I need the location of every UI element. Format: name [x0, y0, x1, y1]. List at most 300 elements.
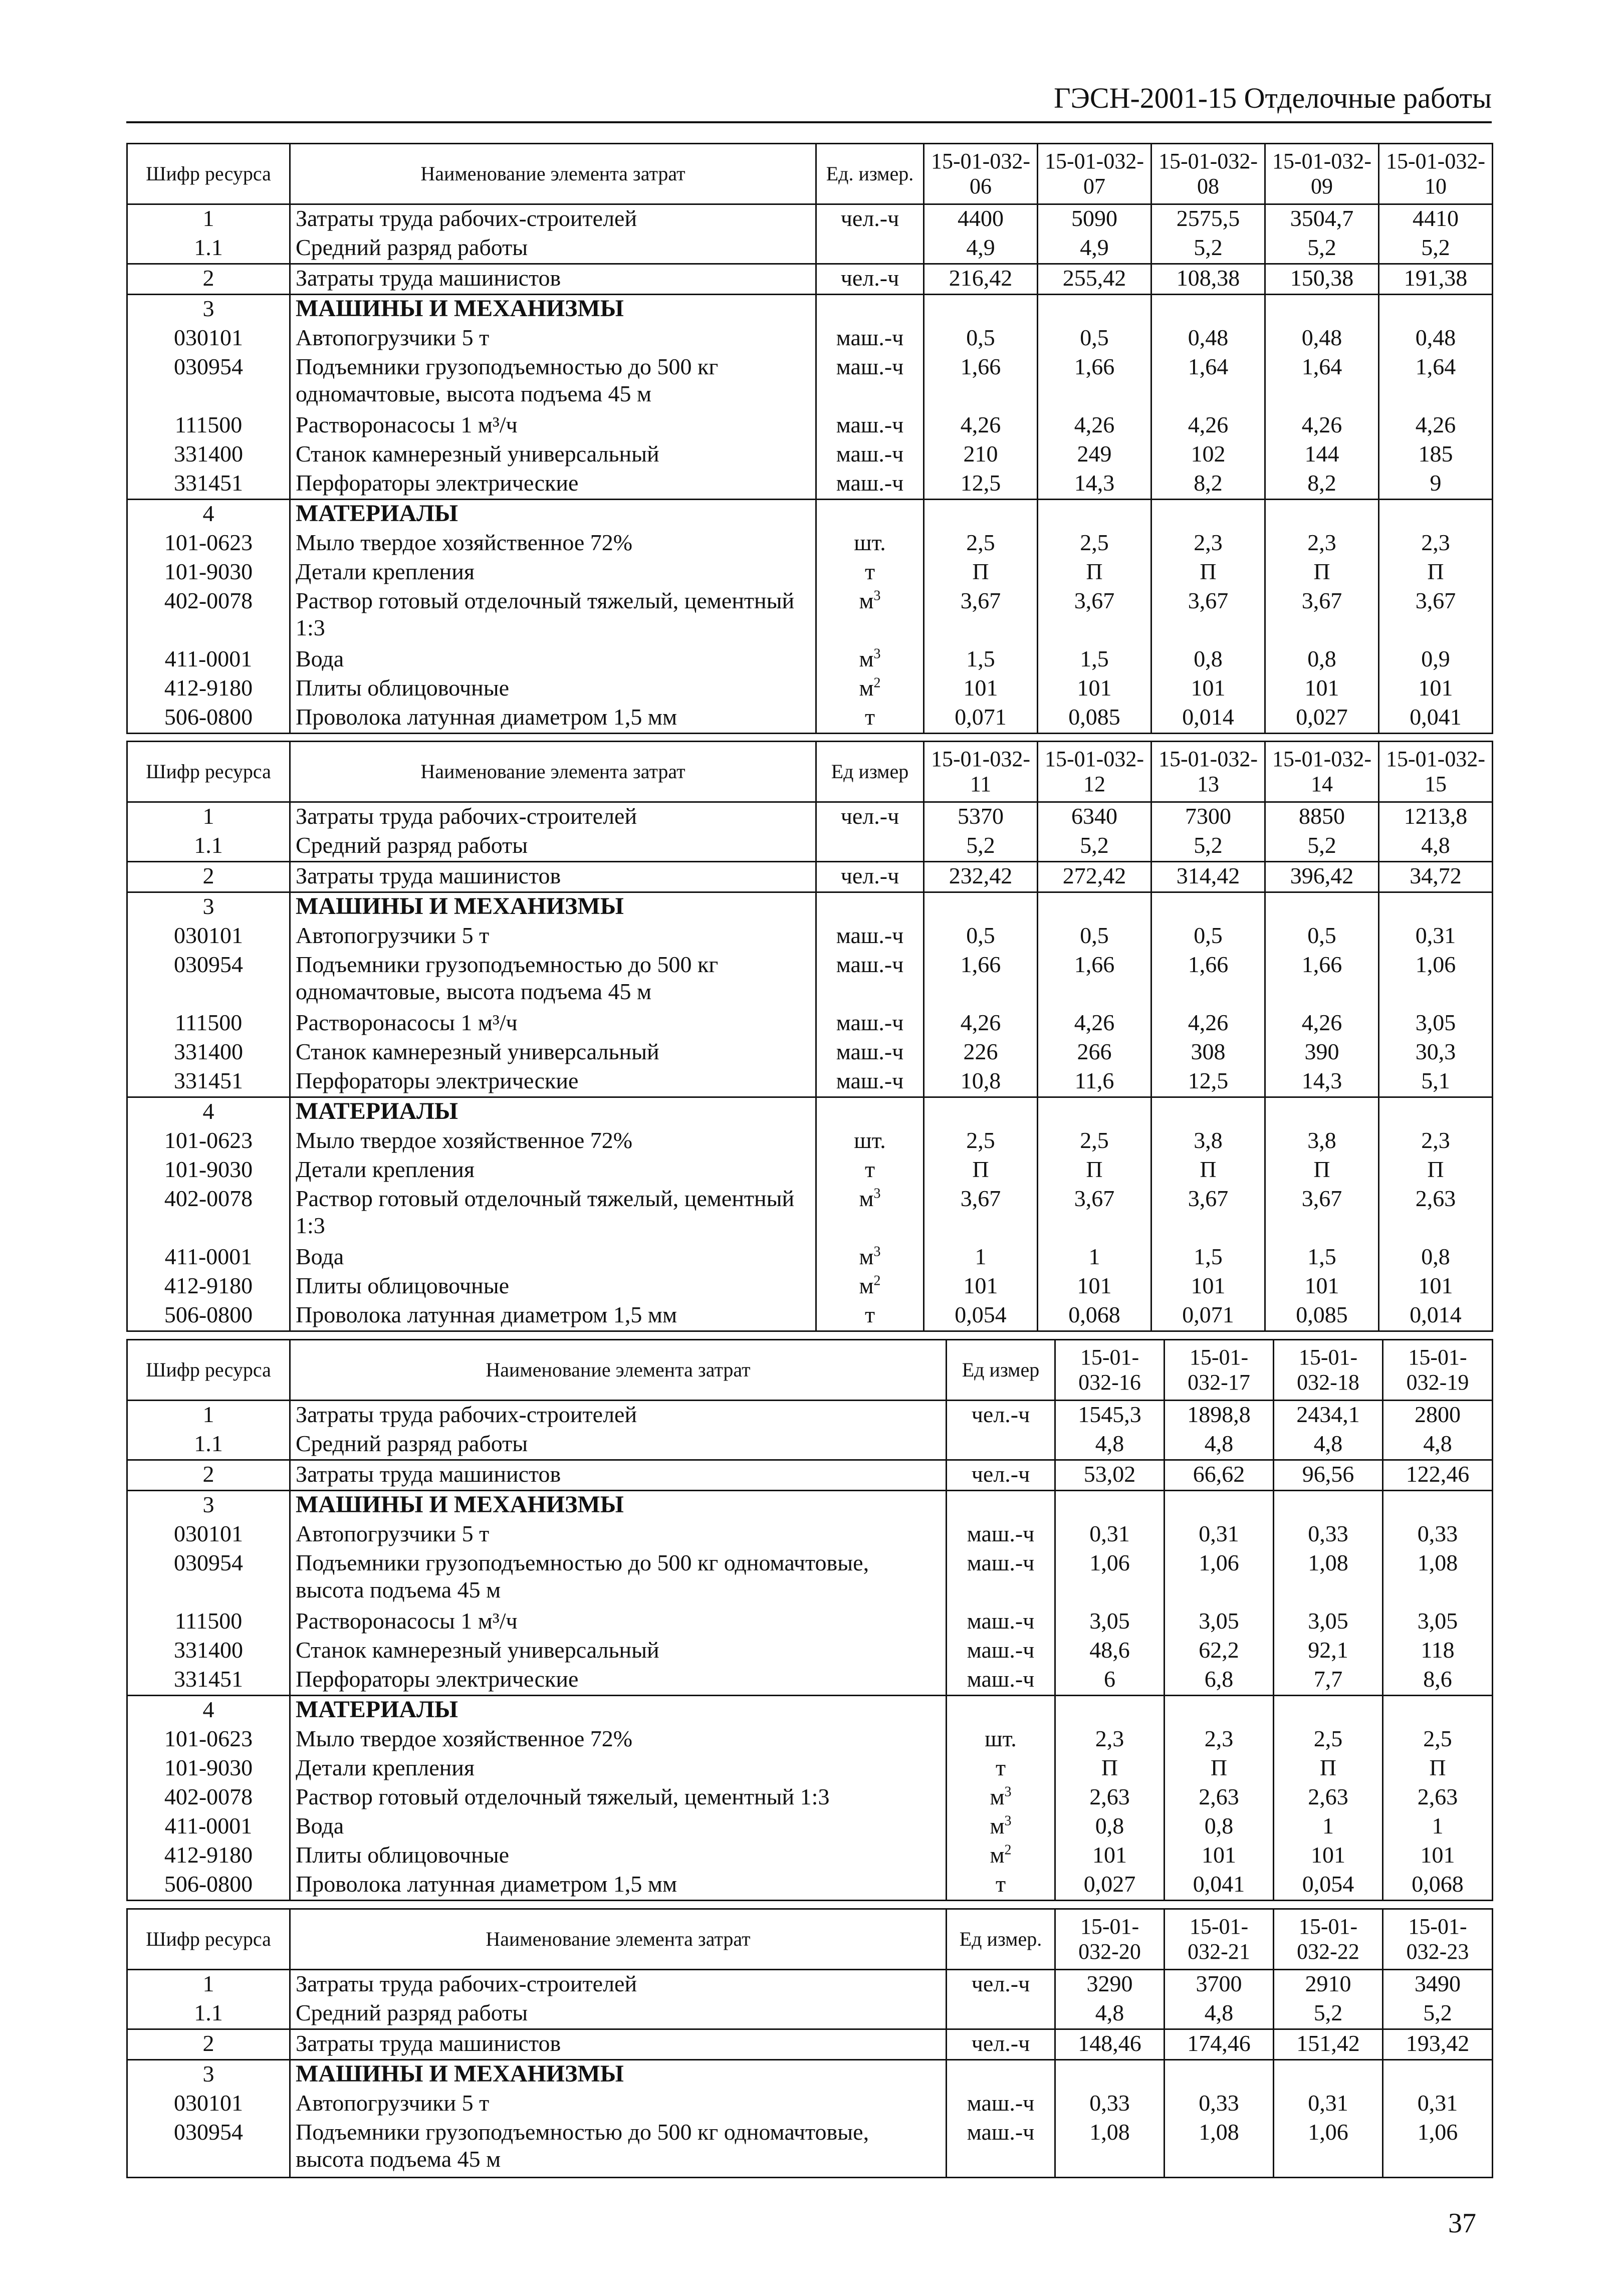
value-cell	[1265, 892, 1379, 923]
value-cell: 101	[1055, 1842, 1165, 1871]
table-row	[127, 1783, 1493, 1812]
value-cell: 3,67	[1151, 587, 1265, 645]
cost-element-cell: Автопогрузчики 5 т	[290, 324, 816, 353]
unit-cell: чел.-ч	[947, 1460, 1055, 1491]
cost-element-cell: Затраты труда машинистов	[290, 862, 816, 892]
table-row	[127, 645, 1493, 674]
resource-code-cell: 2	[127, 264, 290, 295]
value-cell: 4,26	[1379, 411, 1493, 440]
value-cell: 5090	[1038, 204, 1151, 235]
value-cell: 101	[1383, 1842, 1493, 1871]
value-cell: 5,2	[1379, 234, 1493, 264]
value-cell	[1379, 1097, 1493, 1127]
unit-cell: $м^3$	[947, 1783, 1055, 1812]
resource-code-cell: 411-0001	[127, 1812, 290, 1842]
page-number: 37	[1448, 2208, 1476, 2239]
value-cell: 3,67	[924, 587, 1038, 645]
value-cell: 4,8	[1379, 832, 1493, 862]
value-cell: 1,64	[1265, 353, 1379, 411]
header-cost-element: Наименование элемента затрат	[290, 144, 816, 204]
value-cell	[1165, 2060, 1274, 2090]
table-row	[127, 1754, 1493, 1783]
value-cell: 2,63	[1379, 1185, 1493, 1243]
cost-element-cell: Плиты облицовочные	[290, 1272, 816, 1301]
cost-element-cell: Детали крепления	[290, 1754, 947, 1783]
value-cell: 1,5	[1038, 645, 1151, 674]
value-cell: 12,5	[1151, 1067, 1265, 1097]
cost-element-cell: Автопогрузчики 5 т	[290, 1520, 947, 1549]
value-cell: 0,5	[924, 324, 1038, 353]
header-norm-code: 15-01-032-23	[1383, 1909, 1493, 1970]
value-cell: 3,8	[1265, 1127, 1379, 1156]
value-cell	[1165, 1696, 1274, 1726]
table-row	[127, 1430, 1493, 1460]
header-norm-code: 15-01-032-20	[1055, 1909, 1165, 1970]
value-cell: 1,66	[1038, 951, 1151, 1009]
value-cell	[1151, 500, 1265, 530]
value-cell: 6340	[1038, 802, 1151, 832]
cost-element-cell: Проволока латунная диаметром 1,5 мм	[290, 1301, 816, 1331]
table-row	[127, 862, 1493, 892]
table-row	[127, 922, 1493, 951]
unit-cell	[947, 1999, 1055, 2029]
value-cell: 4,26	[924, 411, 1038, 440]
table-row	[127, 704, 1493, 734]
value-cell: П	[1274, 1754, 1383, 1783]
value-cell: 0,8	[1265, 645, 1379, 674]
value-cell: 0,33	[1383, 1520, 1493, 1549]
resource-code-cell: 4	[127, 1696, 290, 1726]
value-cell: 5,2	[1151, 234, 1265, 264]
cost-element-cell: Плиты облицовочные	[290, 674, 816, 704]
value-cell	[1151, 892, 1265, 923]
header-resource-code: Шифр ресурса	[127, 1909, 290, 1970]
value-cell: 5,2	[1265, 234, 1379, 264]
value-cell: 4,8	[1383, 1430, 1493, 1460]
value-cell: 4,26	[1151, 1009, 1265, 1038]
table-row	[127, 1243, 1493, 1272]
value-cell: 2,3	[1379, 1127, 1493, 1156]
value-cell: 2,3	[1055, 1725, 1165, 1754]
value-cell: 1,06	[1055, 1549, 1165, 1608]
value-cell: 0,027	[1055, 1871, 1165, 1901]
unit-cell	[816, 500, 924, 530]
value-cell	[1383, 1696, 1493, 1726]
value-cell: 1	[1038, 1243, 1151, 1272]
cost-element-cell: Раствор готовый отделочный тяжелый, цементный 1:3	[290, 1783, 947, 1812]
cost-element-cell: Станок камнерезный универсальный	[290, 1637, 947, 1666]
header-norm-code: 15-01-032-19	[1383, 1340, 1493, 1401]
resource-code-cell: 2	[127, 2029, 290, 2060]
value-cell: 308	[1151, 1038, 1265, 1067]
header-norm-code: 15-01-032-11	[924, 742, 1038, 802]
table-header-row	[127, 742, 1493, 802]
cost-element-cell: Станок камнерезный универсальный	[290, 440, 816, 470]
value-cell: 193,42	[1383, 2029, 1493, 2060]
value-cell: 2,3	[1165, 1725, 1274, 1754]
value-cell: 5,2	[1274, 1999, 1383, 2029]
value-cell: П	[1038, 1156, 1151, 1185]
table-row	[127, 1520, 1493, 1549]
value-cell: 66,62	[1165, 1460, 1274, 1491]
cost-element-cell: Подъемники грузоподъемностью до 500 кг одномачтовые, высота подъема 45 м	[290, 951, 816, 1009]
value-cell: 0,5	[1038, 922, 1151, 951]
unit-cell: т	[816, 1156, 924, 1185]
cost-element-cell: Вода	[290, 1812, 947, 1842]
unit-cell: маш.-ч	[947, 1637, 1055, 1666]
unit-cell: чел.-ч	[947, 1401, 1055, 1431]
value-cell: 2434,1	[1274, 1401, 1383, 1431]
value-cell: 3,05	[1165, 1608, 1274, 1637]
header-norm-code: 15-01-032-10	[1379, 144, 1493, 204]
value-cell: 101	[1038, 674, 1151, 704]
value-cell: 0,014	[1151, 704, 1265, 734]
value-cell: 1,5	[1265, 1243, 1379, 1272]
header-cost-element: Наименование элемента затрат	[290, 1340, 947, 1401]
table-row	[127, 802, 1493, 832]
resource-code-cell: 3	[127, 1491, 290, 1521]
unit-cell: маш.-ч	[947, 1666, 1055, 1696]
resource-table-2	[126, 741, 1493, 1332]
value-cell: 9	[1379, 470, 1493, 500]
value-cell	[1265, 295, 1379, 325]
value-cell: 3700	[1165, 1970, 1274, 2000]
unit-cell: т	[816, 558, 924, 587]
value-cell: 0,9	[1379, 645, 1493, 674]
table-row	[127, 1272, 1493, 1301]
value-cell: 0,31	[1274, 2090, 1383, 2119]
cost-element-cell: Мыло твердое хозяйственное 72%	[290, 1127, 816, 1156]
value-cell: 2,3	[1265, 529, 1379, 558]
table-row	[127, 951, 1493, 1009]
value-cell: 3,67	[1151, 1185, 1265, 1243]
resource-code-cell: 506-0800	[127, 1871, 290, 1901]
resource-table-3	[126, 1339, 1493, 1901]
unit-cell: маш.-ч	[816, 411, 924, 440]
value-cell: 102	[1151, 440, 1265, 470]
header-cost-element: Наименование элемента затрат	[290, 742, 816, 802]
header-unit: Ед измер	[816, 742, 924, 802]
value-cell	[1165, 1491, 1274, 1521]
value-cell	[1055, 1491, 1165, 1521]
value-cell: 210	[924, 440, 1038, 470]
value-cell: 8,2	[1151, 470, 1265, 500]
resource-code-cell: 101-9030	[127, 1754, 290, 1783]
table-row	[127, 1127, 1493, 1156]
resource-code-cell: 402-0078	[127, 1783, 290, 1812]
unit-cell: шт.	[816, 529, 924, 558]
table-row	[127, 1460, 1493, 1491]
table-row	[127, 2029, 1493, 2060]
value-cell: 1898,8	[1165, 1401, 1274, 1431]
value-cell: 2,5	[924, 1127, 1038, 1156]
unit-cell: $м^3$	[816, 645, 924, 674]
value-cell	[1383, 2060, 1493, 2090]
value-cell: 53,02	[1055, 1460, 1165, 1491]
value-cell: 7,7	[1274, 1666, 1383, 1696]
value-cell: 4400	[924, 204, 1038, 235]
resource-code-cell: 331451	[127, 1067, 290, 1097]
table-row	[127, 892, 1493, 923]
table-row	[127, 324, 1493, 353]
unit-cell: $м^2$	[816, 1272, 924, 1301]
table-row	[127, 1491, 1493, 1521]
value-cell: 4,8	[1274, 1430, 1383, 1460]
table-row	[127, 2090, 1493, 2119]
value-cell: 150,38	[1265, 264, 1379, 295]
value-cell: 0,31	[1379, 922, 1493, 951]
header-norm-code: 15-01-032-17	[1165, 1340, 1274, 1401]
value-cell: 0,33	[1274, 1520, 1383, 1549]
unit-cell	[947, 1696, 1055, 1726]
unit-cell: т	[947, 1871, 1055, 1901]
resource-table-4	[126, 1908, 1493, 2178]
table-row	[127, 1156, 1493, 1185]
resource-code-cell: 331400	[127, 440, 290, 470]
cost-element-cell: Растворонасосы 1 м³/ч	[290, 411, 816, 440]
value-cell: П	[1038, 558, 1151, 587]
value-cell: 12,5	[924, 470, 1038, 500]
unit-cell: маш.-ч	[816, 1038, 924, 1067]
value-cell: 0,041	[1165, 1871, 1274, 1901]
value-cell: 0,33	[1165, 2090, 1274, 2119]
unit-cell: маш.-ч	[816, 324, 924, 353]
resource-code-cell: 411-0001	[127, 645, 290, 674]
value-cell: 122,46	[1383, 1460, 1493, 1491]
value-cell: 2,63	[1165, 1783, 1274, 1812]
value-cell: 1,08	[1274, 1549, 1383, 1608]
value-cell: 174,46	[1165, 2029, 1274, 2060]
resource-code-cell: 030101	[127, 2090, 290, 2119]
table-row	[127, 1608, 1493, 1637]
cost-element-cell: МАШИНЫ И МЕХАНИЗМЫ	[290, 1491, 947, 1521]
value-cell: П	[1165, 1754, 1274, 1783]
value-cell: 151,42	[1274, 2029, 1383, 2060]
cost-element-cell: Мыло твердое хозяйственное 72%	[290, 529, 816, 558]
header-title: ГЭСН-2001-15 Отделочные работы	[1054, 82, 1492, 114]
value-cell: 3,67	[1265, 1185, 1379, 1243]
value-cell: П	[924, 558, 1038, 587]
resource-code-cell: 1	[127, 1970, 290, 2000]
value-cell	[1038, 892, 1151, 923]
cost-element-cell: Раствор готовый отделочный тяжелый, цементный 1:3	[290, 1185, 816, 1243]
cost-element-cell: МАШИНЫ И МЕХАНИЗМЫ	[290, 295, 816, 325]
table-row	[127, 1871, 1493, 1901]
value-cell: 4,8	[1055, 1999, 1165, 2029]
value-cell	[1151, 1097, 1265, 1127]
value-cell: П	[1055, 1754, 1165, 1783]
unit-cell: т	[816, 1301, 924, 1331]
table-row	[127, 558, 1493, 587]
resource-code-cell: 1	[127, 1401, 290, 1431]
value-cell: 2,5	[1038, 529, 1151, 558]
value-cell: 191,38	[1379, 264, 1493, 295]
header-norm-code: 15-01-032-12	[1038, 742, 1151, 802]
value-cell: 4,9	[924, 234, 1038, 264]
value-cell: 34,72	[1379, 862, 1493, 892]
resource-code-cell: 111500	[127, 1009, 290, 1038]
value-cell: 101	[1265, 674, 1379, 704]
unit-cell: $м^3$	[816, 1243, 924, 1272]
resource-code-cell: 111500	[127, 411, 290, 440]
header-norm-code: 15-01-032-07	[1038, 144, 1151, 204]
value-cell: 1,06	[1383, 2119, 1493, 2178]
cost-element-cell: Подъемники грузоподъемностью до 500 кг одномачтовые, высота подъема 45 м	[290, 1549, 947, 1608]
unit-cell: $м^3$	[947, 1812, 1055, 1842]
value-cell: 8850	[1265, 802, 1379, 832]
value-cell: 2,3	[1151, 529, 1265, 558]
value-cell: 5,2	[1151, 832, 1265, 862]
cost-element-cell: Детали крепления	[290, 558, 816, 587]
value-cell: 0,8	[1379, 1243, 1493, 1272]
value-cell: 0,8	[1055, 1812, 1165, 1842]
value-cell: 144	[1265, 440, 1379, 470]
value-cell: 7300	[1151, 802, 1265, 832]
resource-code-cell: 4	[127, 500, 290, 530]
table-row	[127, 1038, 1493, 1067]
value-cell: 0,5	[1265, 922, 1379, 951]
value-cell: П	[924, 1156, 1038, 1185]
value-cell	[924, 500, 1038, 530]
value-cell: 3,05	[1379, 1009, 1493, 1038]
cost-element-cell: Перфораторы электрические	[290, 470, 816, 500]
unit-cell	[947, 1430, 1055, 1460]
value-cell: 2,5	[1383, 1725, 1493, 1754]
resource-code-cell: 101-0623	[127, 529, 290, 558]
cost-element-cell: Средний разряд работы	[290, 1430, 947, 1460]
cost-element-cell: Средний разряд работы	[290, 832, 816, 862]
header-norm-code: 15-01-032-06	[924, 144, 1038, 204]
cost-element-cell: Автопогрузчики 5 т	[290, 2090, 947, 2119]
value-cell: 272,42	[1038, 862, 1151, 892]
value-cell: 101	[1274, 1842, 1383, 1871]
value-cell: 6	[1055, 1666, 1165, 1696]
table-header-row	[127, 1340, 1493, 1401]
table-row	[127, 440, 1493, 470]
value-cell: 1,06	[1165, 1549, 1274, 1608]
value-cell: 101	[924, 674, 1038, 704]
value-cell: 62,2	[1165, 1637, 1274, 1666]
resource-code-cell: 030101	[127, 324, 290, 353]
value-cell: 4,26	[1038, 1009, 1151, 1038]
resource-code-cell: 331400	[127, 1038, 290, 1067]
table-row	[127, 1185, 1493, 1243]
cost-element-cell: МАШИНЫ И МЕХАНИЗМЫ	[290, 892, 816, 923]
value-cell: 1,66	[1265, 951, 1379, 1009]
value-cell: 0,027	[1265, 704, 1379, 734]
unit-cell: маш.-ч	[947, 2090, 1055, 2119]
value-cell: 1,64	[1379, 353, 1493, 411]
unit-cell	[816, 1097, 924, 1127]
value-cell: 0,48	[1379, 324, 1493, 353]
value-cell: 5,2	[1038, 832, 1151, 862]
value-cell: 0,8	[1165, 1812, 1274, 1842]
value-cell: 1,06	[1274, 2119, 1383, 2178]
resource-code-cell: 030954	[127, 2119, 290, 2178]
resource-code-cell: 1.1	[127, 234, 290, 264]
unit-cell	[947, 2060, 1055, 2090]
table-row	[127, 1970, 1493, 2000]
value-cell	[1055, 1696, 1165, 1726]
table-row	[127, 234, 1493, 264]
resource-code-cell: 506-0800	[127, 704, 290, 734]
value-cell: 2,5	[1274, 1725, 1383, 1754]
table-row	[127, 1549, 1493, 1608]
value-cell: 0,5	[924, 922, 1038, 951]
resource-code-cell: 412-9180	[127, 1272, 290, 1301]
resource-code-cell: 030101	[127, 1520, 290, 1549]
resource-code-cell: 3	[127, 2060, 290, 2090]
resource-code-cell: 101-0623	[127, 1725, 290, 1754]
header-cost-element: Наименование элемента затрат	[290, 1909, 947, 1970]
value-cell: 14,3	[1265, 1067, 1379, 1097]
value-cell: 3504,7	[1265, 204, 1379, 235]
table-row	[127, 1009, 1493, 1038]
resource-code-cell: 2	[127, 862, 290, 892]
unit-cell: т	[947, 1754, 1055, 1783]
table-row	[127, 674, 1493, 704]
value-cell: П	[1383, 1754, 1493, 1783]
value-cell	[1038, 295, 1151, 325]
value-cell: 4410	[1379, 204, 1493, 235]
value-cell: 101	[1379, 674, 1493, 704]
unit-cell: $м^3$	[816, 587, 924, 645]
cost-element-cell: Растворонасосы 1 м³/ч	[290, 1009, 816, 1038]
value-cell: 314,42	[1151, 862, 1265, 892]
value-cell: 0,014	[1379, 1301, 1493, 1331]
value-cell: 118	[1383, 1637, 1493, 1666]
value-cell: 1	[924, 1243, 1038, 1272]
unit-cell	[816, 832, 924, 862]
resource-code-cell: 1.1	[127, 1430, 290, 1460]
value-cell	[1274, 1491, 1383, 1521]
unit-cell: $м^3$	[816, 1185, 924, 1243]
value-cell	[1151, 295, 1265, 325]
value-cell: 3,05	[1383, 1608, 1493, 1637]
value-cell: 232,42	[924, 862, 1038, 892]
value-cell: 2,5	[1038, 1127, 1151, 1156]
value-cell: 108,38	[1151, 264, 1265, 295]
value-cell: 4,9	[1038, 234, 1151, 264]
table-row	[127, 295, 1493, 325]
unit-cell: шт.	[816, 1127, 924, 1156]
cost-element-cell: Перфораторы электрические	[290, 1666, 947, 1696]
value-cell: 0,041	[1379, 704, 1493, 734]
unit-cell: маш.-ч	[816, 1067, 924, 1097]
cost-element-cell: Проволока латунная диаметром 1,5 мм	[290, 1871, 947, 1901]
table-row	[127, 264, 1493, 295]
resource-code-cell: 101-0623	[127, 1127, 290, 1156]
header-resource-code: Шифр ресурса	[127, 144, 290, 204]
value-cell: П	[1151, 1156, 1265, 1185]
value-cell: 4,8	[1165, 1999, 1274, 2029]
cost-element-cell: МАШИНЫ И МЕХАНИЗМЫ	[290, 2060, 947, 2090]
value-cell: 266	[1038, 1038, 1151, 1067]
unit-cell: шт.	[947, 1725, 1055, 1754]
value-cell	[1379, 500, 1493, 530]
resource-code-cell: 331451	[127, 470, 290, 500]
value-cell	[924, 295, 1038, 325]
value-cell: 0,31	[1383, 2090, 1493, 2119]
cost-element-cell: МАТЕРИАЛЫ	[290, 1097, 816, 1127]
value-cell: П	[1379, 558, 1493, 587]
resource-code-cell: 1.1	[127, 832, 290, 862]
page-header	[126, 75, 1492, 123]
value-cell: 3,67	[1038, 587, 1151, 645]
value-cell: 5,2	[1265, 832, 1379, 862]
value-cell: 0,31	[1055, 1520, 1165, 1549]
unit-cell: маш.-ч	[947, 1608, 1055, 1637]
